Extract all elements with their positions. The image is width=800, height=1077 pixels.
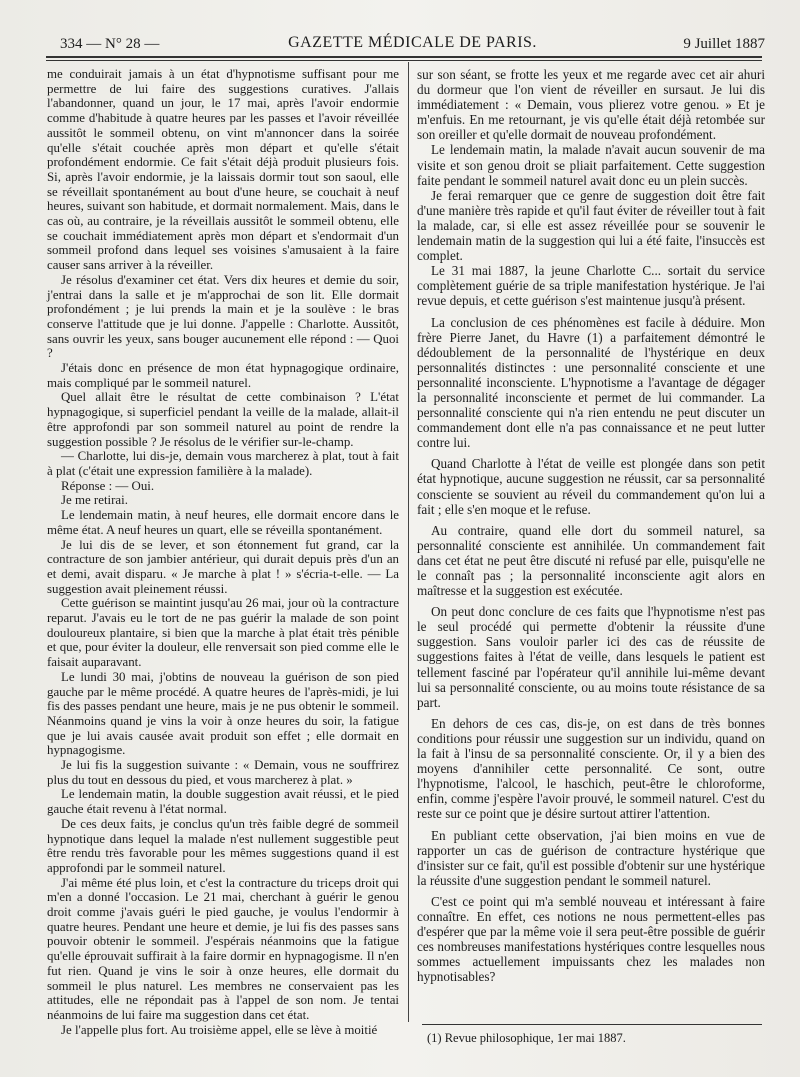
page-header (60, 34, 765, 56)
paragraph: En publiant cette observation, j'ai bien moins en vue de rapporter un cas de guérison de contracture hystérique que d'insister sur ce fait, qu'il est possible d'obtenir sur une hystérique la réussite d'une suggestion pendant le sommeil naturel. (417, 827, 765, 888)
paragraph: Cette guérison se maintint jusqu'au 26 mai, jour où la contracture reparut. J'avais eu le tort de ne pas guérir la malade de son point douloureux plantaire, si bien que la marche à plat était très pénible et que, pour éviter la douleur, elle renversait son pied comme elle le faisait auparavant. (47, 596, 399, 670)
paragraph: En dehors de ces cas, dis-je, on est dans de très bonnes conditions pour réussir une suggestion sur un individu, quand on la fait à l'insu de sa personnalité consciente. Or, il y a bien des moyens d'annihiler cette personnalité. Ce sont, outre l'hypnotisme, l'alcool, le haschich, peut-être le chloroforme, enfin, comme j'espère l'avoir prouvé, le sommeil naturel. C'est du reste sur ce point que je désire surtout attirer l'attention. (417, 715, 765, 822)
paragraph: Je résolus d'examiner cet état. Vers dix heures et demie du soir, j'entrai dans la salle et je m'approchai de son lit. Elle dormait profondément ; je lui prends la main et je la soulève : le bras conserve l'attitude que je lui donne. J'appelle : Charlotte. Aussitôt, sans ouvrir les yeux, sans bouger aucunement elle répond : — Quoi ? (47, 272, 399, 361)
paragraph: De ces deux faits, je conclus qu'un très faible degré de sommeil hypnotique dans lequel la malade n'est nullement suggestible peut être rendu très favorable pour les mêmes suggestions quand il est approfondi par le sommeil naturel. (47, 816, 399, 875)
paragraph: Le 31 mai 1887, la jeune Charlotte C... sortait du service complètement guérie de sa triple manifestation hystérique. Je l'ai revue depuis, et cette guérison s'est maintenue jusqu'à présent. (417, 263, 765, 309)
footnote: (1) Revue philosophique, 1er mai 1887. (427, 1031, 626, 1045)
right-column (417, 67, 765, 984)
paragraph: La conclusion de ces phénomènes est facile à déduire. Mon frère Pierre Janet, du Havre (1) a parfaitement démontré le dédoublement de la personnalité de l'hystérique en deux personnalités distinctes : une personnalité consciente et une personnalité inconsciente. L'hypnotisme a l'avantage de dégager la personnalité inconsciente et permet de lui commander. La personnalité consciente qui n'a rien entendu ne peut discuter un commandement dont elle n'a pas connaissance et ne peut lutter contre lui. (417, 314, 765, 451)
header-rule (46, 56, 762, 61)
paragraph: Le lendemain matin, à neuf heures, elle dormait encore dans le même état. A neuf heures un quart, elle se réveilla spontanément. (47, 508, 399, 537)
paragraph: C'est ce point qui m'a semblé nouveau et intéressant à faire connaître. En effet, ces notions ne nous permettent-elles pas d'espérer que par la même voie il sera peut-être possible de guérir ces nombreuses manifestations hystériques contre lesquelles nous sommes actuellement impuissants chez les malades non hypnotisables? (417, 893, 765, 985)
issue-date: 9 Juillet 1887 (683, 36, 765, 52)
paragraph: Je lui dis de se lever, et son étonnement fut grand, car la contracture de son jambier antérieur, qui durait depuis près d'un an et demi, avait disparu. « Je marche à plat ! » s'écria-t-elle. — La suggestion avait pleinement réussi. (47, 537, 399, 596)
paragraph: Je me retirai. (61, 493, 128, 508)
paragraph: J'ai même été plus loin, et c'est la contracture du triceps droit qui m'en a donné l'occasion. Le 21 mai, cherchant à guérir le genou droit comme j'avais guéri le pied gauche, je voulus l'endormir à quatre heures. Pendant une heure et demie, je lui fis des passes sans pouvoir obtenir le sommeil. J'espérais néanmoins que la fatigue qu'elle éprouvait suffirait à la faire dormir en hypnagogisme. Il n'en fut rien. Quand je vins le soir à onze heures, elle dormait du sommeil le plus naturel. Les membres ne conservaient pas les attitudes, elle ne répondait pas à l'appel de son nom. Je tentai néanmoins de lui faire ma suggestion dans cet état. (47, 875, 399, 1022)
paragraph: Le lundi 30 mai, j'obtins de nouveau la guérison de son pied gauche par le même procédé. A quatre heures de l'après-midi, je lui fis des passes pendant une heure, mais je ne pus obtenir le sommeil. Néanmoins quand je vins la voir à onze heures du soir, la fatigue que je lui avais causée avait produit son effet ; elle dormait en hypnagogisme. (47, 669, 399, 758)
paragraph: Quel allait être le résultat de cette combinaison ? L'état hypnagogique, si superficiel pendant la veille de la malade, allait-il être approfondi par son sommeil naturel au point de rendre la suggestion possible ? Je résolus de le vérifier sur-le-champ. (47, 390, 399, 449)
paragraph: Je lui fis la suggestion suivante : « Demain, vous ne souffrirez plus du tout en dessous du pied, et vous marcherez à plat. » (47, 758, 399, 787)
paragraph: — Charlotte, lui dis-je, demain vous marcherez à plat, tout à fait à plat (c'était une expression familière à la malade). (47, 449, 399, 478)
paragraph: Réponse : — Oui. (61, 478, 155, 493)
column-divider (408, 62, 409, 1022)
paragraph: Je ferai remarquer que ce genre de suggestion doit être fait d'une manière très rapide et qu'il faut éviter de réveiller tout à fait la malade, car, si elle est assez réveillée pour se souvenir le lendemain matin de la suggestion qui lui a été faite, l'insuccès est complet. (417, 187, 765, 264)
paragraph: sur son séant, se frotte les yeux et me regarde avec cet air ahuri du dormeur que l'on vient de réveiller en sursaut. Je lui dis immédiatement : « Demain, vous plierez votre genou. » Et je m'enfuis. En me retournant, je vis qu'elle était déjà retombée sur son oreiller et qu'elle dormait de nouveau profondément. (417, 67, 765, 143)
paragraph: Le lendemain matin, la malade n'avait aucun souvenir de ma visite et son genou droit se pliait parfaitement. Cette suggestion faite pendant le sommeil naturel avait donc eu un plein succès. (417, 142, 765, 188)
paragraph: me conduirait jamais à un état d'hypnotisme suffisant pour me permettre de lui faire des suggestions curatives. J'allais l'abandonner, quand un jour, le 17 mai, après l'avoir endormie comme d'habitude à quatre heures par les passes et l'avoir réveillée aussitôt le sommeil obtenu, on vint m'annoncer dans la soirée qu'elle s'était couchée après mon départ et qu'elle s'était profondément endormie. Ce fait s'était déjà produit plusieurs fois. Si, après l'avoir endormie, je la laissais dormir tout son saoul, elle se réveillait spontanément au bout d'une heure, se couchait à neuf heures, suivant son habitude, et dormait normalement. Mais, dans le cas où, au contraire, je la réveillais aussitôt le sommeil obtenu, elle se couchait immédiatement après mon départ et s'endormait d'un sommeil profond dans lequel ses voisines s'amusaient à la faire causer sans arriver à la réveiller. (47, 67, 399, 273)
paragraph: Je l'appelle plus fort. Au troisième appel, elle se lève à moitié (61, 1022, 378, 1037)
journal-title: GAZETTE MÉDICALE DE PARIS. (288, 34, 537, 51)
page-number: 334 — N° 28 — (60, 36, 160, 52)
paragraph: Le lendemain matin, la double suggestion avait réussi, et le pied gauche était revenu à l'état normal. (47, 787, 399, 817)
paragraph: Au contraire, quand elle dort du sommeil naturel, sa personnalité consciente est annihilée. Un commandement fait dans cet état ne peut être discuté ni refusé par elle, puisqu'elle ne le connaît pas ; la personnalité inconsciente agit alors en maîtresse et la suggestion est exécutée. (417, 522, 765, 599)
paragraph: J'étais donc en présence de mon état hypnagogique ordinaire, mais compliqué par le sommeil naturel. (47, 361, 399, 390)
left-column (47, 67, 399, 1037)
paragraph: On peut donc conclure de ces faits que l'hypnotisme n'est pas le seul procédé qui permette d'obtenir la réussite d'une suggestion. Sans vouloir parler ici des cas de réussite de suggestions faites à l'état de veille, dans lesquels le patient est tellement fasciné par l'opérateur qu'il annihile lui-même devant lui sa personnalité consciente, ou au moins toute résistance de sa part. (417, 604, 765, 710)
footnote-rule (422, 1024, 762, 1025)
paragraph: Quand Charlotte à l'état de veille est plongée dans son petit état hypnotique, aucune suggestion ne réussit, car sa personnalité consciente se souvient au réveil du commandement qu'on lui a fait ; elle s'en moque et le refuse. (417, 456, 765, 517)
